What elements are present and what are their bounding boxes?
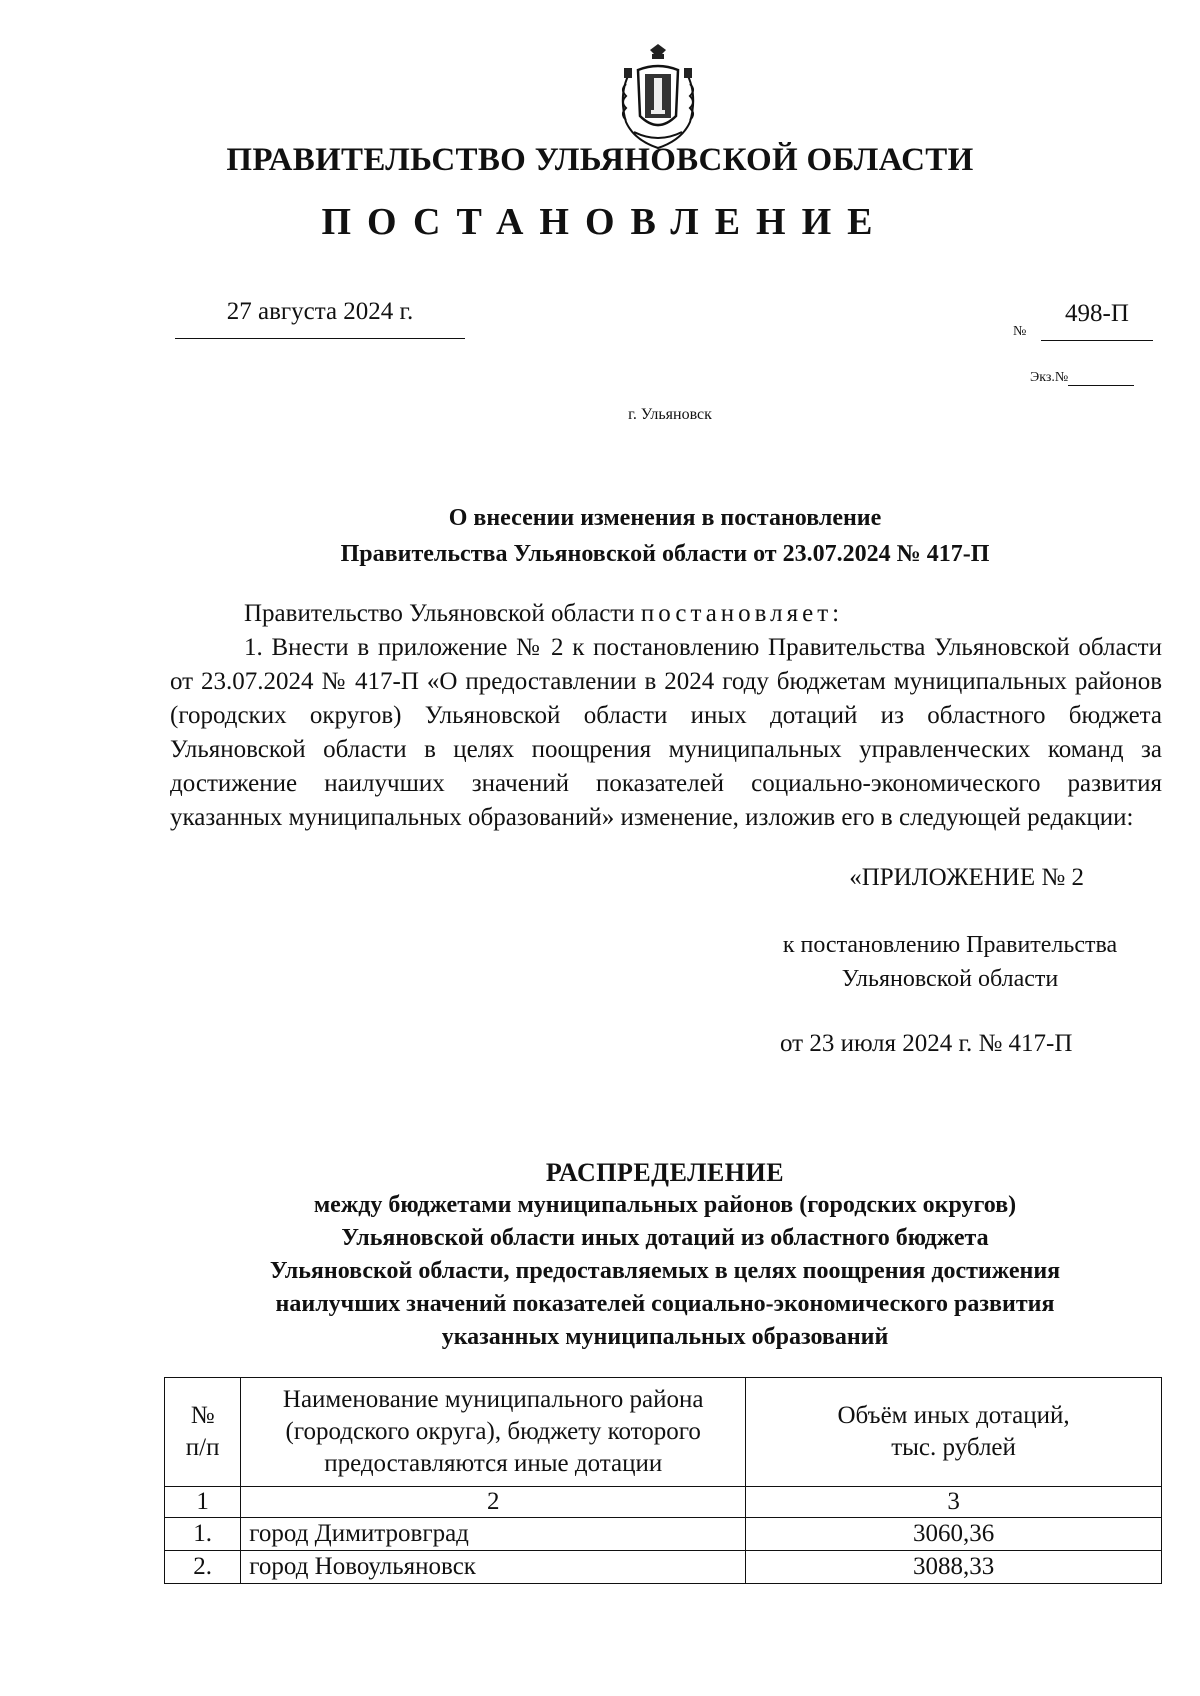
distribution-title: РАСПРЕДЕЛЕНИЕ (545, 1158, 785, 1187)
column-number: 3 (746, 1487, 1162, 1518)
row-number: 2. (165, 1551, 241, 1584)
header-municipality-line-2: (городского округа), бюджету которого (285, 1418, 701, 1445)
intro-resolves: постановляет (640, 600, 833, 627)
item-1-paragraph: 1. Внести в приложение № 2 к постановлению Правительства Ульяновской области от 23.07.2024 № 417-П «О предоставлении в 2024 году бюджетам муниципальных районов (городских округов) Ульяновской области иных дотаций из областного бюджета Ульяновской области в целях поощрения муниципальных управленческих команд за достижение наилучших значений показателей социально-экономического развития указанных муниципальных образований» изменение, изложив его в следующей редакции: (170, 634, 1162, 831)
subsidy-amount: 3088,33 (746, 1551, 1162, 1584)
distribution-line-5: указанных муниципальных образований (441, 1324, 889, 1350)
header-amount (746, 1378, 1162, 1487)
header-municipality (241, 1378, 746, 1487)
column-number: 2 (241, 1487, 746, 1518)
table-row (165, 1551, 1162, 1584)
header-number-line-1: № (190, 1402, 215, 1429)
header-number-line-2: п/п (185, 1434, 220, 1461)
subject-line-2: Правительства Ульяновской области от 23.07.2024 № 417-П (340, 541, 990, 567)
appendix-ref-line-1: к постановлению Правительства (782, 932, 1118, 958)
row-number: 1. (165, 1518, 241, 1551)
distribution-line-4: наилучших значений показателей социально-экономического развития (275, 1291, 1055, 1317)
distribution-heading (0, 1156, 1200, 1354)
decree-body (170, 597, 1162, 835)
table-row (165, 1518, 1162, 1551)
subsidy-amount: 3060,36 (746, 1518, 1162, 1551)
ulyanovsk-coat-of-arms-icon (612, 44, 704, 152)
intro-prefix: Правительство Ульяновской области (244, 600, 641, 627)
copy-number-field (1030, 370, 1134, 386)
header-amount-line-2: тыс. рублей (891, 1434, 1016, 1461)
header-number (165, 1378, 241, 1487)
document-type-title: ПОСТАНОВЛЕНИЕ (321, 201, 889, 243)
intro-suffix: : (832, 600, 840, 627)
municipality-name: город Новоульяновск (241, 1551, 746, 1584)
header-municipality-line-1: Наименование муниципального района (282, 1386, 704, 1413)
city-name: г. Ульяновск (628, 406, 712, 423)
table-header-row (165, 1378, 1162, 1487)
distribution-line-3: Ульяновской области, предоставляемых в целях поощрения достижения (269, 1258, 1061, 1284)
number-sign: № (1013, 324, 1027, 339)
intro-paragraph (170, 597, 1162, 631)
header-amount-line-1: Объём иных дотаций, (837, 1402, 1070, 1429)
subject-line-1: О внесении изменения в постановление (448, 505, 882, 531)
decree-date: 27 августа 2024 г. (175, 298, 465, 339)
copy-label: Экз.№ (1030, 370, 1069, 385)
copy-number-line (1068, 385, 1134, 386)
decree-number: 498-П (1041, 300, 1153, 341)
government-title: ПРАВИТЕЛЬСТВО УЛЬЯНОВСКОЙ ОБЛАСТИ (226, 142, 974, 178)
appendix-ref-line-2: Ульяновской области (841, 966, 1059, 992)
column-number: 1 (165, 1487, 241, 1518)
decree-subject (0, 500, 1200, 572)
header-municipality-line-3: предоставляются иные дотации (324, 1450, 663, 1477)
distribution-line-2: Ульяновской области иных дотаций из областного бюджета (341, 1225, 989, 1251)
distribution-line-1: между бюджетами муниципальных районов (городских округов) (313, 1192, 1017, 1218)
municipality-name: город Димитровград (241, 1518, 746, 1551)
appendix-reference (750, 928, 1150, 996)
appendix-date: от 23 июля 2024 г. № 417-П (780, 1030, 1073, 1057)
distribution-table (164, 1377, 1162, 1584)
column-number-row (165, 1487, 1162, 1518)
appendix-title: «ПРИЛОЖЕНИЕ № 2 (849, 864, 1084, 891)
